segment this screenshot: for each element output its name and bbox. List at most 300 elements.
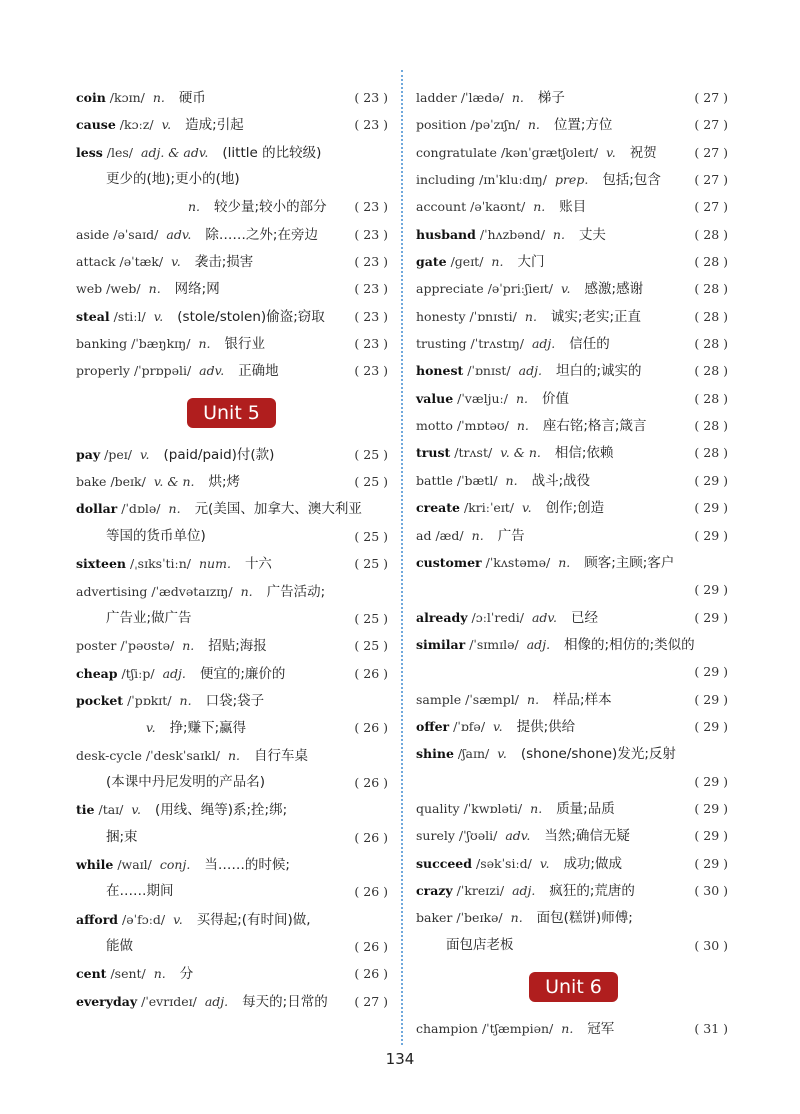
vocab-word: attack <box>76 254 116 270</box>
vocab-meaning: 相像的;相仿的;类似的 <box>564 636 695 653</box>
vocab-word: honesty <box>416 308 466 324</box>
vocab-word: advertising <box>76 583 148 599</box>
vocab-part-of-speech: v. <box>606 144 616 160</box>
vocab-part-of-speech: n. <box>153 966 166 982</box>
vocab-entry <box>76 687 388 714</box>
vocab-phonetic: /taɪ/ <box>98 802 124 818</box>
vocab-entry <box>416 303 728 330</box>
vocab-word: motto <box>416 418 453 434</box>
vocab-word: pay <box>76 446 101 462</box>
vocab-phonetic: /ˈʃʊəli/ <box>458 828 498 844</box>
vocab-entry <box>76 275 388 302</box>
vocab-word: bake <box>76 474 107 490</box>
vocab-meaning: 信任的 <box>569 336 610 353</box>
vocab-page-ref: ( 27 ) <box>694 90 728 105</box>
vocab-page-ref: ( 30 ) <box>694 882 728 898</box>
vocab-word: congratulate <box>416 144 497 160</box>
vocab-part-of-speech: v. <box>131 802 141 818</box>
vocab-meaning-continued: 能做 <box>106 937 133 954</box>
vocab-entry <box>416 111 728 138</box>
vocab-phonetic: /web/ <box>106 281 141 297</box>
vocab-entry <box>76 84 388 111</box>
vocab-part-of-speech: v. <box>173 911 183 927</box>
vocab-page-ref: ( 28 ) <box>694 254 728 270</box>
vocab-meaning: 梯子 <box>537 90 565 106</box>
vocab-entry-continuation <box>76 824 388 851</box>
vocab-entry <box>416 522 728 549</box>
vocab-entry <box>416 904 728 931</box>
vocab-page-ref: ( 23 ) <box>354 336 388 352</box>
vocab-phonetic: /pəˈzɪʃn/ <box>470 117 520 133</box>
vocab-meaning: 顾客;主顾;客户 <box>584 554 675 571</box>
vocab-word: properly <box>76 363 130 379</box>
vocab-phonetic: /ˈsæmpl/ <box>465 691 520 707</box>
vocab-entry <box>416 1015 728 1042</box>
vocab-entry <box>76 632 388 659</box>
right-column <box>416 84 728 1042</box>
vocab-phonetic: /waɪl/ <box>117 856 152 872</box>
unit-5-badge: Unit 5 <box>187 398 276 428</box>
vocab-entry-continuation <box>76 933 388 960</box>
vocab-page-ref: ( 23 ) <box>354 90 388 105</box>
vocab-part-of-speech: n. <box>491 254 504 270</box>
vocab-part-of-speech: adj. <box>512 882 536 898</box>
vocab-phonetic: /les/ <box>106 144 134 160</box>
vocab-word: appreciate <box>416 281 484 297</box>
right-entries-unit5 <box>416 84 728 959</box>
vocab-page-ref: ( 23 ) <box>354 117 388 133</box>
vocab-word: trust <box>416 445 451 461</box>
vocab-part-of-speech: n. <box>530 800 543 816</box>
vocab-part-of-speech: n. <box>227 747 241 763</box>
vocab-meaning: 面包(糕饼)师傅; <box>536 910 633 927</box>
vocab-meaning: 丈夫 <box>578 226 606 243</box>
vocab-part-of-speech: adv. <box>531 609 557 625</box>
vocab-phonetic: /sent/ <box>110 966 146 982</box>
vocab-meaning: (paid/paid)付(款) <box>163 446 275 463</box>
vocab-entry <box>76 111 388 138</box>
vocab-part-of-speech: n. <box>505 472 518 488</box>
vocab-meaning: 广告 <box>497 527 525 544</box>
vocab-part-of-speech: v. & n. <box>500 445 541 461</box>
vocab-page-ref: ( 27 ) <box>694 172 728 188</box>
vocab-entry <box>416 275 728 302</box>
vocab-entry-continuation <box>416 932 728 959</box>
vocab-entry <box>76 330 388 357</box>
vocab-meaning: (用线、绳等)系;拴;绑; <box>154 802 288 819</box>
vocab-word: web <box>76 281 103 297</box>
vocab-phonetic: /ˈdɒlə/ <box>121 501 161 517</box>
vocab-word: already <box>416 609 468 625</box>
vocab-phonetic: /ˈbæŋkɪŋ/ <box>131 336 191 352</box>
vocab-word: while <box>76 856 114 872</box>
vocab-part-of-speech: v. & n. <box>153 474 195 490</box>
vocab-meaning: 成功;做成 <box>563 855 622 872</box>
vocab-phonetic: /əˈsaɪd/ <box>113 226 159 242</box>
vocab-word: tie <box>76 802 95 818</box>
vocab-page-ref: ( 29 ) <box>694 527 728 543</box>
vocab-meaning: 包括;包含 <box>602 172 661 189</box>
right-entries-unit6 <box>416 1015 728 1042</box>
vocab-entry <box>76 221 388 248</box>
vocab-page-ref: ( 27 ) <box>694 199 728 215</box>
vocab-entry <box>76 960 388 987</box>
vocab-meaning: 大门 <box>517 254 545 271</box>
vocab-meaning: 烘;烤 <box>208 474 241 491</box>
vocab-entry <box>416 248 728 275</box>
vocab-word: pocket <box>76 692 124 708</box>
vocab-page-ref: ( 29 ) <box>694 664 728 680</box>
vocab-page-ref: ( 31 ) <box>694 1021 728 1036</box>
vocab-phonetic: /ˈlædə/ <box>460 90 504 105</box>
vocab-entry <box>416 740 728 767</box>
vocab-page-ref: ( 29 ) <box>694 828 728 844</box>
left-column <box>76 84 388 1015</box>
vocab-phonetic: /ˈhʌzbənd/ <box>479 226 545 242</box>
vocab-part-of-speech: n. <box>524 308 537 324</box>
vocab-page-ref: ( 23 ) <box>354 363 388 379</box>
vocab-phonetic: /ˈprɒpəli/ <box>133 363 192 379</box>
vocab-part-of-speech: n. <box>552 226 565 242</box>
vocab-word: desk-cycle <box>76 747 142 763</box>
vocab-meaning: 自行车桌 <box>254 747 309 764</box>
vocab-meaning: 相信;依赖 <box>554 445 614 462</box>
vocab-word: aside <box>76 226 110 242</box>
vocab-entry <box>76 139 388 166</box>
vocab-word: sixteen <box>76 556 127 572</box>
vocab-entry <box>416 850 728 877</box>
vocab-meaning: 提供;供给 <box>516 718 576 735</box>
vocab-page-ref: ( 23 ) <box>354 254 388 270</box>
vocab-phonetic: /ˈvæljuː/ <box>457 390 508 406</box>
vocab-phonetic: /beɪk/ <box>110 474 146 490</box>
vocab-page-ref: ( 29 ) <box>694 582 728 598</box>
vocab-meaning: 账目 <box>559 199 587 216</box>
vocab-phonetic: /kɔɪn/ <box>109 90 145 105</box>
vocab-entry <box>76 495 388 522</box>
vocab-page-ref: ( 26 ) <box>354 829 388 845</box>
vocab-phonetic: /kɔːz/ <box>119 117 154 133</box>
vocab-page-ref: ( 29 ) <box>694 800 728 816</box>
vocab-phonetic: /ˈkwɒləti/ <box>463 800 523 816</box>
vocab-phonetic: /ˈɒnɪst/ <box>467 363 511 379</box>
vocab-page-ref: ( 27 ) <box>694 117 728 133</box>
vocab-phonetic: /əˈtæk/ <box>119 254 164 270</box>
vocab-phonetic: /ˈædvətaɪzɪŋ/ <box>151 583 233 599</box>
vocab-word: honest <box>416 363 464 379</box>
vocab-meaning: 银行业 <box>224 336 265 353</box>
vocab-page-ref: ( 25 ) <box>354 528 388 544</box>
vocab-word: steal <box>76 308 110 324</box>
vocab-meaning: 当然;确信无疑 <box>544 828 630 845</box>
unit-6-header <box>416 959 728 1015</box>
vocab-page-ref: ( 23 ) <box>354 281 388 297</box>
vocab-phonetic: /ʃaɪn/ <box>457 746 490 762</box>
vocab-page-ref: ( 26 ) <box>354 720 388 736</box>
vocab-part-of-speech: v. <box>522 500 532 516</box>
vocab-word: cause <box>76 117 116 133</box>
vocab-entry <box>416 467 728 494</box>
vocab-part-of-speech: n. <box>188 199 201 215</box>
vocab-word: everyday <box>76 993 138 1009</box>
vocab-meaning: 诚实;老实;正直 <box>550 308 642 325</box>
vocab-entry <box>76 357 388 384</box>
vocab-word: succeed <box>416 855 472 871</box>
vocab-word: gate <box>416 254 447 270</box>
vocab-phonetic: /ˈkreɪzi/ <box>456 882 505 898</box>
vocab-meaning-continued: 等国的货币单位) <box>106 527 206 544</box>
vocab-phonetic: /ɡeɪt/ <box>450 254 484 270</box>
vocab-entry-continuation <box>76 769 388 796</box>
vocab-part-of-speech: v. <box>153 308 164 324</box>
vocab-meaning: (stole/stolen)偷盗;窃取 <box>177 308 325 325</box>
vocab-meaning: 创作;创造 <box>545 500 605 517</box>
vocab-word: customer <box>416 554 482 570</box>
vocab-meaning-continued: 面包店老板 <box>446 936 514 953</box>
vocab-word: create <box>416 500 460 516</box>
vocab-meaning: 样品;样本 <box>553 691 612 708</box>
vocab-word: afford <box>76 911 119 927</box>
vocab-entry-continuation <box>76 523 388 550</box>
vocab-meaning: 分 <box>179 966 194 983</box>
vocab-part-of-speech: adv. <box>505 828 531 844</box>
vocab-phonetic: /kriːˈeɪt/ <box>463 500 515 516</box>
vocab-meaning: 祝贺 <box>629 144 657 161</box>
vocab-word: cent <box>76 966 107 982</box>
vocab-entry <box>76 248 388 275</box>
vocab-word: cheap <box>76 665 118 681</box>
vocab-phonetic: /ɪnˈkluːdɪŋ/ <box>479 172 547 188</box>
vocab-entry <box>416 877 728 904</box>
vocab-word: champion <box>416 1021 478 1036</box>
vocab-meaning: 价值 <box>542 390 569 407</box>
vocab-entry <box>76 742 388 769</box>
vocab-page-ref: ( 23 ) <box>354 308 388 324</box>
vocab-page-ref: ( 30 ) <box>694 937 728 953</box>
vocab-part-of-speech: prep. <box>554 172 589 188</box>
vocab-part-of-speech: n. <box>198 336 211 352</box>
vocab-word: dollar <box>76 501 118 517</box>
vocab-meaning: (shone/shone)发光;反射 <box>520 746 676 763</box>
vocab-phonetic: /ˈkʌstəmə/ <box>485 554 551 570</box>
vocab-page-ref: ( 28 ) <box>694 445 728 461</box>
vocab-meaning: 十六 <box>244 556 272 573</box>
vocab-entry-continuation <box>76 166 388 193</box>
vocab-part-of-speech: n. <box>168 501 181 517</box>
vocab-entry-continuation <box>76 878 388 905</box>
vocab-meaning: 冠军 <box>587 1021 615 1037</box>
vocab-meaning-continued: 捆;束 <box>106 828 138 845</box>
vocab-part-of-speech: n. <box>148 281 161 297</box>
vocab-phonetic: /ˈtʃæmpiən/ <box>481 1021 554 1036</box>
vocab-part-of-speech: adj. <box>518 363 542 379</box>
vocab-phonetic: /əˈkaʊnt/ <box>470 199 526 215</box>
vocab-entry <box>416 166 728 193</box>
vocab-meaning-continued: (本课中丹尼发明的产品名) <box>106 773 266 790</box>
vocab-page-ref: ( 27 ) <box>354 993 388 1009</box>
vocab-entry <box>76 578 388 605</box>
vocab-page-ref: ( 26 ) <box>354 884 388 900</box>
vocab-meaning: 位置;方位 <box>553 117 613 134</box>
vocab-entry-continuation <box>416 768 728 795</box>
vocab-page-ref: ( 25 ) <box>354 446 388 462</box>
vocab-phonetic: /kənˈɡrætʃʊleɪt/ <box>500 144 599 160</box>
vocab-page-ref: ( 29 ) <box>694 472 728 488</box>
vocab-part-of-speech: num. <box>199 556 231 572</box>
vocab-page-ref: ( 28 ) <box>694 226 728 242</box>
left-entries-unit5 <box>76 441 388 1015</box>
vocab-page-ref: ( 28 ) <box>694 336 728 352</box>
vocab-entry <box>416 439 728 466</box>
vocab-word: crazy <box>416 882 453 898</box>
vocab-meaning: 袭击;损害 <box>194 254 254 271</box>
vocab-meaning: 疯狂的;荒唐的 <box>549 882 635 899</box>
page-number: 134 <box>385 1050 415 1068</box>
vocab-meaning: 较少量;较小的部分 <box>214 199 327 216</box>
vocab-phonetic: /ˈsɪmɪlə/ <box>469 636 519 652</box>
vocab-meaning: 元(美国、加拿大、澳大利亚 <box>194 501 362 518</box>
vocab-word: shine <box>416 746 454 762</box>
vocab-entry <box>416 713 728 740</box>
vocab-word: baker <box>416 910 453 926</box>
vocab-meaning: 便宜的;廉价的 <box>199 665 286 682</box>
vocab-meaning: 硬币 <box>178 90 206 106</box>
vocab-part-of-speech: v. <box>493 718 503 734</box>
vocab-entry <box>416 357 728 384</box>
vocab-phonetic: /ˈpəʊstə/ <box>120 638 175 654</box>
vocab-word: husband <box>416 226 476 242</box>
vocab-word: offer <box>416 718 450 734</box>
vocab-entry <box>76 851 388 878</box>
vocab-meaning: 买得起;(有时间)做, <box>196 911 311 928</box>
vocab-part-of-speech: n. <box>561 1021 574 1036</box>
vocab-meaning-continued: 广告业;做广告 <box>106 609 192 626</box>
vocab-meaning: 当……的时候; <box>204 856 290 873</box>
vocab-entry <box>76 303 388 330</box>
vocab-entry <box>416 795 728 822</box>
vocab-entry <box>76 468 388 495</box>
vocab-phonetic: /tʃiːp/ <box>121 665 155 681</box>
vocab-phonetic: /ˈevrɪdeɪ/ <box>141 993 197 1009</box>
vocab-meaning: 已经 <box>570 609 598 626</box>
vocab-phonetic: /ˈdeskˈsaɪkl/ <box>145 747 220 763</box>
vocab-page-ref: ( 26 ) <box>354 938 388 954</box>
vocab-meaning: 战斗;战役 <box>531 472 591 489</box>
vocab-page-ref: ( 26 ) <box>354 774 388 790</box>
vocab-phonetic: /əˈpriːʃieɪt/ <box>487 281 553 297</box>
vocab-entry <box>76 441 388 468</box>
vocab-word: value <box>416 390 454 406</box>
vocab-meaning: 正确地 <box>238 363 279 380</box>
vocab-part-of-speech: adj. & adv. <box>141 144 209 160</box>
vocab-page-ref: ( 25 ) <box>354 638 388 654</box>
vocab-part-of-speech: adv. <box>199 363 225 379</box>
vocab-entry <box>76 714 388 741</box>
vocab-page-ref: ( 25 ) <box>354 474 388 490</box>
vocab-meaning: 招贴;海报 <box>208 638 267 655</box>
vocab-page-ref: ( 23 ) <box>354 199 388 215</box>
vocab-entry <box>76 906 388 933</box>
vocab-entry <box>416 330 728 357</box>
vocab-page-ref: ( 25 ) <box>354 556 388 572</box>
vocab-meaning: (little 的比较级) <box>222 144 322 161</box>
vocab-entry <box>416 549 728 576</box>
vocab-entry-continuation <box>416 658 728 685</box>
vocab-word: less <box>76 144 103 160</box>
vocab-entry <box>76 193 388 220</box>
vocab-part-of-speech: n. <box>527 691 540 707</box>
vocab-page-ref: ( 26 ) <box>354 966 388 982</box>
vocab-entry <box>416 84 728 111</box>
vocab-phonetic: /səkˈsiːd/ <box>476 855 532 871</box>
vocab-part-of-speech: n. <box>515 390 528 406</box>
vocab-meaning-continued: 在……期间 <box>106 883 174 900</box>
vocab-page-ref: ( 28 ) <box>694 363 728 379</box>
vocab-meaning: 每天的;日常的 <box>242 993 328 1010</box>
vocab-page-ref: ( 28 ) <box>694 308 728 324</box>
vocab-part-of-speech: adj. <box>526 636 551 652</box>
vocab-phonetic: /ˌsɪksˈtiːn/ <box>130 556 191 572</box>
vocab-page-ref: ( 25 ) <box>354 610 388 626</box>
vocab-word: account <box>416 199 467 215</box>
vocab-phonetic: /ˈbætl/ <box>456 472 498 488</box>
vocab-word: poster <box>76 638 117 654</box>
vocab-meaning: 除……之外;在旁边 <box>205 226 318 243</box>
vocab-part-of-speech: adj. <box>531 336 556 352</box>
vocab-meaning: 质量;品质 <box>556 800 615 817</box>
vocab-part-of-speech: v. <box>539 855 550 871</box>
vocab-part-of-speech: n. <box>558 554 571 570</box>
vocab-entry <box>416 139 728 166</box>
vocab-part-of-speech: v. <box>171 254 181 270</box>
vocab-entry <box>416 385 728 412</box>
vocab-phonetic: /ˈɒnɪsti/ <box>469 308 517 324</box>
vocab-part-of-speech: n. <box>179 692 192 708</box>
vocab-entry <box>76 796 388 823</box>
vocab-part-of-speech: n. <box>527 117 540 133</box>
vocab-meaning: 座右铭;格言;箴言 <box>542 418 647 435</box>
vocab-meaning: 网络;网 <box>174 281 220 298</box>
vocab-word: banking <box>76 336 128 352</box>
column-divider <box>401 70 403 1045</box>
vocab-phonetic: /æd/ <box>435 527 464 543</box>
vocab-meaning-continued: 更少的(地);更小的(地) <box>106 171 240 188</box>
vocab-phonetic: /ˈpɒkɪt/ <box>127 692 172 708</box>
vocab-meaning: 造成;引起 <box>185 117 244 134</box>
vocab-phonetic: /ˈtrʌstɪŋ/ <box>470 336 524 352</box>
vocab-part-of-speech: conj. <box>159 856 191 872</box>
vocab-part-of-speech: n. <box>516 418 529 434</box>
vocab-entry <box>416 686 728 713</box>
left-entries-unit4 <box>76 84 388 385</box>
vocab-phonetic: /ɔːlˈredi/ <box>471 609 524 625</box>
vocab-part-of-speech: v. <box>161 117 172 133</box>
vocab-entry <box>416 631 728 658</box>
vocab-page-ref: ( 29 ) <box>694 718 728 734</box>
vocab-part-of-speech: n. <box>511 90 524 105</box>
vocab-meaning: 口袋;袋子 <box>205 692 265 709</box>
vocab-part-of-speech: adv. <box>166 226 192 242</box>
vocab-page-ref: ( 29 ) <box>694 773 728 789</box>
vocab-part-of-speech: n. <box>152 90 165 105</box>
vocab-part-of-speech: n. <box>182 638 195 654</box>
vocab-entry <box>416 412 728 439</box>
vocab-meaning: 挣;赚下;赢得 <box>169 720 247 737</box>
vocab-entry <box>76 550 388 577</box>
vocab-word: quality <box>416 800 460 816</box>
vocab-entry <box>416 604 728 631</box>
vocab-word: including <box>416 172 476 188</box>
